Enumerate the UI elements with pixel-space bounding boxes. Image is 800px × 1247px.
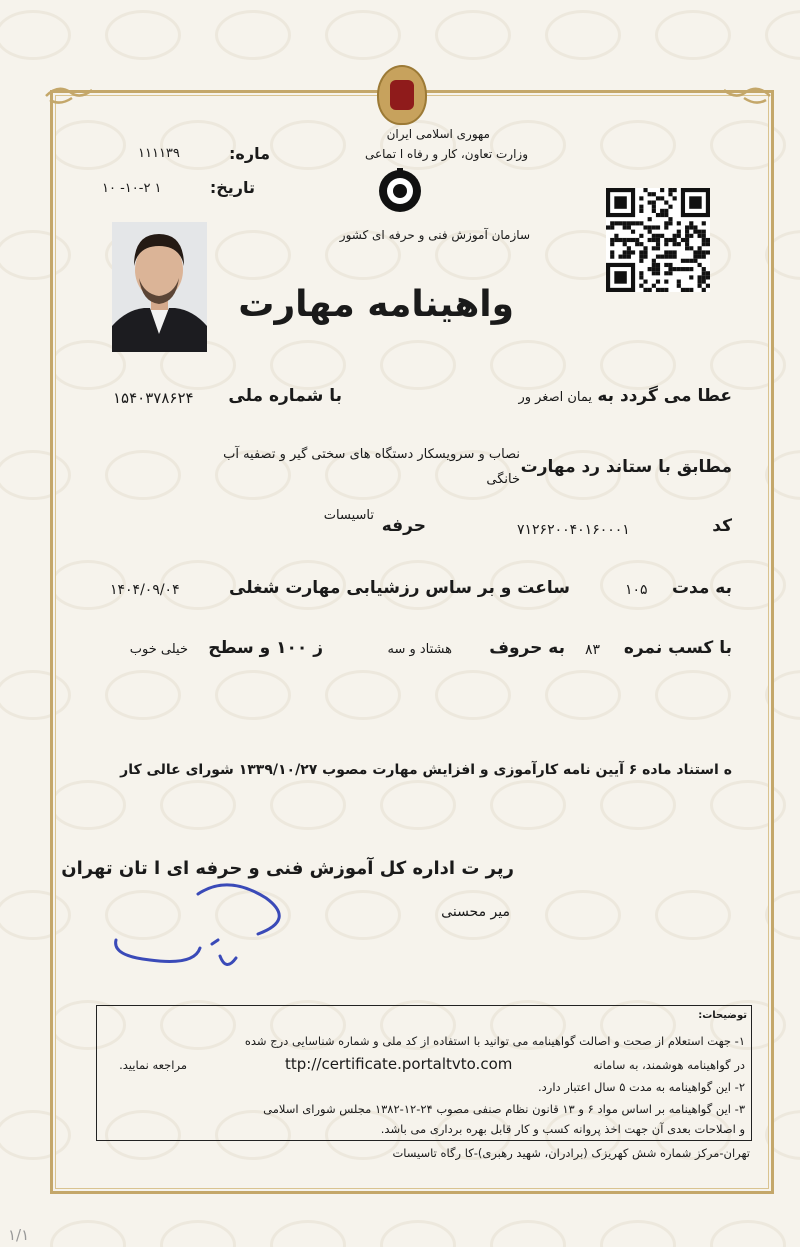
note-line-5: و اصلاحات بعدی آن جهت اخذ پروانه کسب و کار قابل بهره برداری می باشد. — [380, 1122, 745, 1136]
corner-ornament-right — [722, 84, 772, 106]
verification-url[interactable]: ttp://certificate.portaltvto.com — [285, 1055, 513, 1073]
signatory-name: میر محسنی — [441, 904, 510, 920]
out-of-text: ز ۱۰۰ و سطح — [208, 638, 323, 658]
hours-text: ساعت و بر ساس رزشیابی مهارت شغلی — [229, 578, 570, 598]
number-label: ماره: — [229, 144, 270, 163]
awarded-name: یمان اصغر ور — [518, 390, 592, 405]
page-number: ۱/۱ — [8, 1226, 30, 1244]
notes-box — [96, 1005, 752, 1141]
in-words-label: به حروف — [489, 638, 565, 658]
note-line-1: ۱- جهت استعلام از صحت و اصالت گواهینامه می توانید با استفاده از کد ملی و شماره شناسایی درج شده — [244, 1034, 745, 1048]
date-label: تاریخ: — [209, 178, 255, 197]
level-value: خیلی خوب — [129, 642, 188, 657]
standard-text-line2: خانگی — [486, 472, 520, 487]
certificate-title: واهینامه مهارت — [238, 284, 514, 325]
qr-code — [606, 188, 710, 292]
tvto-logo — [377, 168, 423, 214]
organization-name: سازمان آموزش فنی و حرفه ای کشور — [339, 228, 530, 242]
national-id-value: ۱۵۴۰۳۷۸۶۲۴ — [113, 389, 194, 407]
trade-label: حرفه — [381, 516, 426, 536]
holder-photo — [112, 222, 207, 352]
date-value: ۱۰ -۱۰-۲ ۱ — [102, 181, 162, 196]
note-line-3: ۲- این گواهینامه به مدت ۵ سال اعتبار دارد. — [538, 1080, 745, 1094]
handwritten-signature — [108, 876, 298, 986]
awarded-label: عطا می گردد به — [597, 386, 732, 406]
trade-value: تاسیسات — [323, 508, 374, 523]
standard-label: مطابق با ستاند رد مهارت — [520, 457, 732, 477]
code-value: ۷۱۲۶۲۰۰۴۰۱۶۰۰۰۱ — [517, 522, 630, 538]
corner-ornament-left — [44, 84, 94, 106]
code-label: کد — [712, 516, 732, 536]
note-line-2a: در گواهینامه هوشمند، به سامانه — [593, 1058, 745, 1072]
evaluation-date: ۱۴۰۴/۰۹/۰۴ — [110, 582, 180, 598]
regulation-text: ه استناد ماده ۶ آیین نامه کارآموزی و افزایش مهارت مصوب ۱۳۳۹/۱۰/۲۷ شورای عالی کار — [120, 762, 732, 778]
notes-heading: توضیحات: — [698, 1010, 747, 1021]
duration-label: به مدت — [671, 578, 732, 598]
score-value: ۸۳ — [585, 642, 601, 658]
in-words-value: هشتاد و سه — [387, 642, 452, 657]
ministry-name: وزارت تعاون، کار و رفاه ا تماعی — [364, 147, 528, 161]
score-label: با کسب نمره — [623, 638, 732, 658]
note-line-2b: مراجعه نمایید. — [119, 1058, 187, 1072]
standard-text: نصاب و سرویسکار دستگاه های سختی گیر و تصفیه آب — [223, 447, 520, 462]
footer-address: تهران-مرکز شماره شش کهریزک (برادران، شهید رهبری)-کا رگاه تاسیسات — [392, 1146, 750, 1160]
country-name: مهوری اسلامی ایران — [386, 127, 490, 141]
duration-value: ۱۰۵ — [625, 582, 648, 598]
signatory-title: رپر ت اداره کل آموزش فنی و حرفه ای ا تان تهران — [61, 858, 514, 879]
iran-emblem — [377, 65, 427, 125]
note-line-4: ۳- این گواهینامه بر اساس مواد ۶ و ۱۳ قانون نظام صنفی مصوب ۲۴-۱۲-۱۳۸۲ مجلس شورای اسلامی — [263, 1102, 745, 1116]
number-value: ۱۱۱۱۳۹ — [138, 146, 180, 161]
national-id-label: با شماره ملی — [228, 386, 342, 406]
